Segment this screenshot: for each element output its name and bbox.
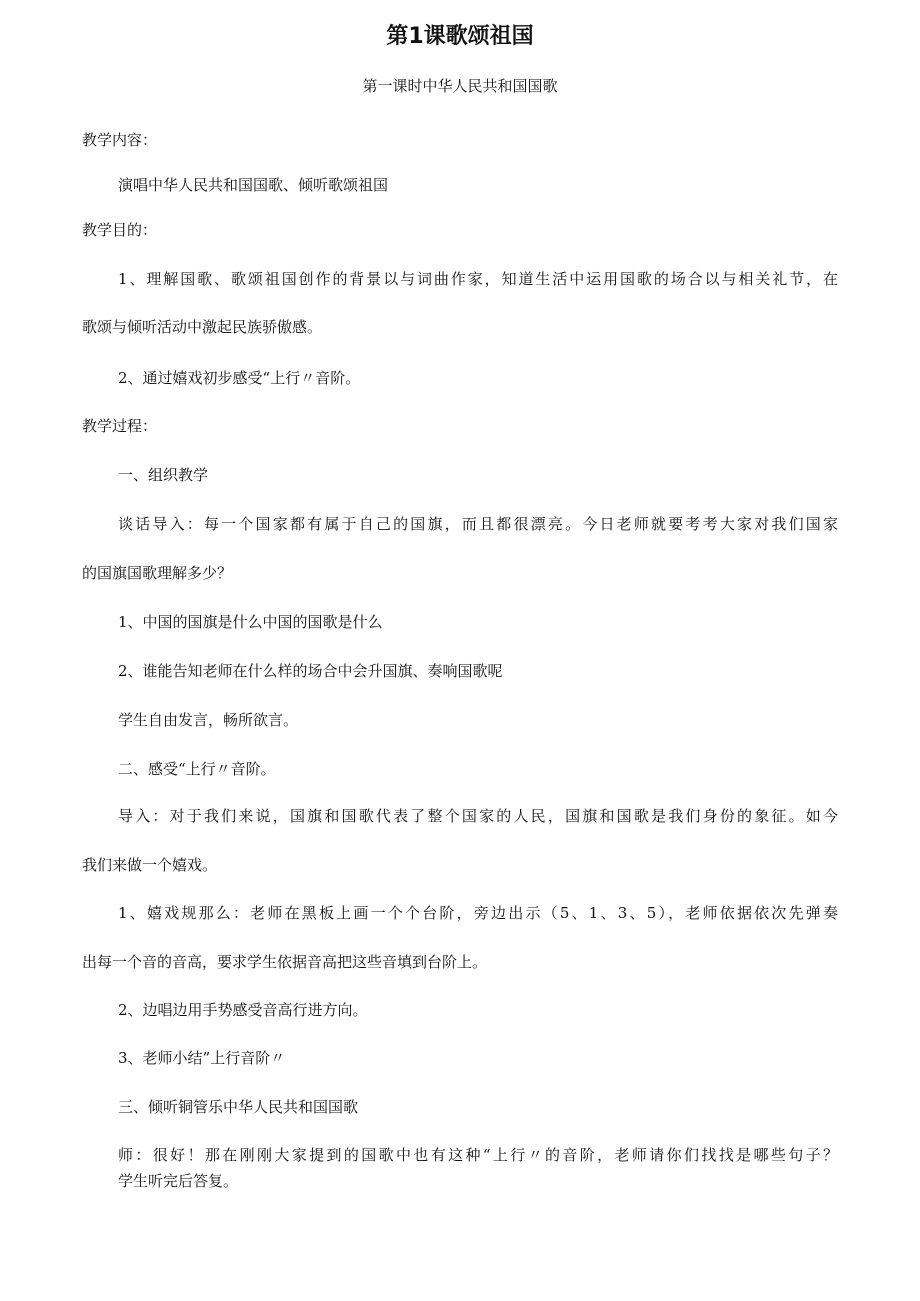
paragraph: 1、中国的国旗是什么中国的国歌是什么: [118, 613, 383, 631]
paragraph: 1、嬉戏规那么：老师在黑板上画一个个台阶，旁边出示（5、1、3、5），老师依据依次先弹奏: [118, 904, 838, 922]
paragraph: 1、理解国歌、歌颂祖国创作的背景以与词曲作家，知道生活中运用国歌的场合以与相关礼节，在: [118, 270, 838, 288]
paragraph: 歌颂与倾听活动中激起民族骄傲感。: [82, 318, 323, 336]
paragraph: 导入：对于我们来说，国旗和国歌代表了整个国家的人民，国旗和国歌是我们身份的象征。如今: [118, 807, 838, 825]
document-subtitle: 第一课时中华人民共和国国歌: [362, 77, 558, 95]
paragraph: 3、老师小结”上行音阶〃: [118, 1049, 286, 1067]
paragraph: 三、倾听铜管乐中华人民共和国国歌: [118, 1098, 359, 1116]
document-title: 第1课歌颂祖国: [386, 24, 534, 49]
paragraph: 师：很好！那在刚刚大家提到的国歌中也有这种“上行〃的音阶，老师请你们找找是哪些句子？: [118, 1146, 838, 1164]
paragraph: 学生自由发言，畅所欲言。: [118, 711, 299, 729]
paragraph: 学生听完后答复。: [118, 1172, 239, 1190]
paragraph: 一、组织教学: [118, 466, 209, 484]
paragraph: 演唱中华人民共和国国歌、倾听歌颂祖国: [118, 176, 389, 194]
paragraph: 2、谁能告知老师在什么样的场合中会升国旗、奏响国歌呢: [118, 662, 503, 680]
paragraph: 我们来做一个嬉戏。: [82, 856, 218, 874]
paragraph: 二、感受“上行〃音阶。: [118, 760, 276, 778]
paragraph: 2、边唱边用手势感受音高行进方向。: [118, 1001, 368, 1019]
paragraph: 谈话导入：每一个国家都有属于自己的国旗，而且都很漂亮。今日老师就要考考大家对我们国家: [118, 515, 838, 533]
section-heading-content: 教学内容：: [82, 131, 158, 149]
section-heading-goals: 教学目的：: [82, 221, 158, 239]
section-heading-process: 教学过程：: [82, 417, 158, 435]
paragraph: 出每一个音的音高，要求学生依据音高把这些音填到台阶上。: [82, 953, 488, 971]
paragraph: 2、通过嬉戏初步感受“上行〃音阶。: [118, 369, 361, 387]
paragraph: 的国旗国歌理解多少？: [82, 564, 233, 582]
